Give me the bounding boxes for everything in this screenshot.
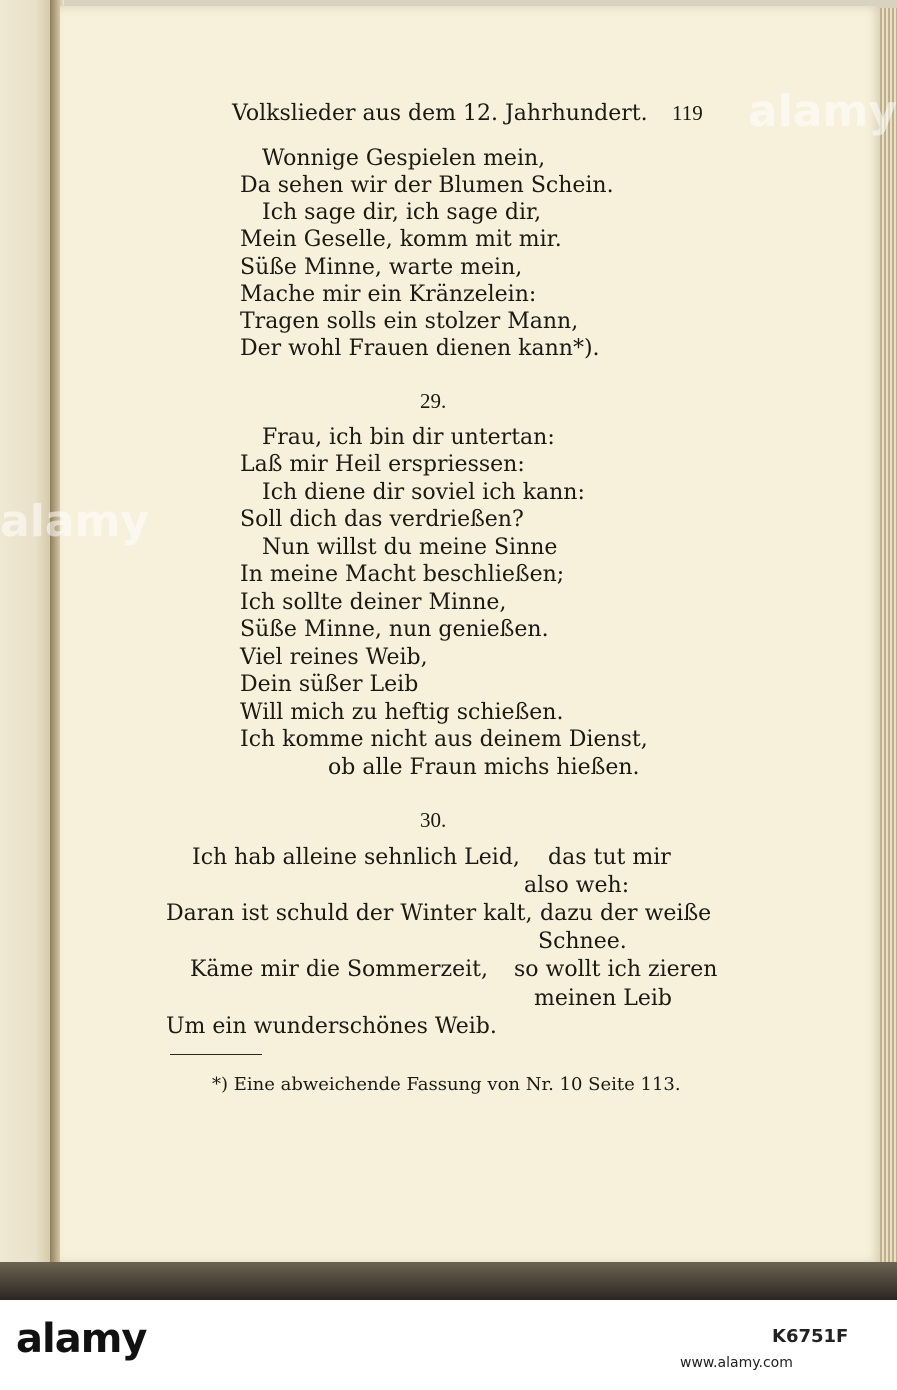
poem-line-continuation: meinen Leib — [534, 986, 673, 1011]
poem-line: Da sehen wir der Blumen Schein. — [240, 173, 614, 198]
poem-line: Tragen solls ein stolzer Mann, — [240, 309, 579, 334]
watermark-fragment-right: alamy — [748, 86, 897, 137]
page-number: 119 — [672, 101, 703, 125]
page-stack-edge — [880, 8, 897, 1270]
poem-line: Ich komme nicht aus deinem Dienst, — [240, 727, 648, 752]
poem-line: Mein Geselle, komm mit mir. — [240, 227, 562, 252]
poem-line-right: dazu der weiße — [540, 901, 712, 926]
poem-line: Ich diene dir soviel ich kann: — [262, 480, 585, 505]
bottom-shadow — [0, 1262, 897, 1300]
poem-line: ob alle Fraun michs hießen. — [328, 755, 640, 780]
poem-line: Ich sollte deiner Minne, — [240, 590, 507, 615]
poem-line: Dein süßer Leib — [240, 672, 419, 697]
alamy-logo: alamy — [16, 1316, 147, 1362]
image-id: K6751F — [772, 1326, 849, 1347]
poem-line: Wonnige Gespielen mein, — [262, 146, 546, 171]
poem-line: Süße Minne, warte mein, — [240, 255, 523, 280]
running-title: Volkslieder aus dem 12. Jahrhundert. — [232, 101, 648, 126]
poem-line-continuation: also weh: — [524, 873, 630, 898]
alamy-url: www.alamy.com — [680, 1355, 793, 1371]
footnote-rule — [170, 1054, 262, 1055]
footnote: *) Eine abweichende Fassung von Nr. 10 Seite 113. — [212, 1074, 681, 1095]
poem-line: Der wohl Frauen dienen kann*). — [240, 336, 600, 361]
poem-line: Nun willst du meine Sinne — [262, 535, 558, 560]
poem-number: 30. — [420, 808, 447, 832]
poem-line: In meine Macht beschließen; — [240, 562, 565, 587]
poem-line-continuation: Schnee. — [538, 929, 627, 954]
watermark-fragment-left: alamy — [0, 496, 149, 547]
poem-line: Um ein wunderschönes Weib. — [166, 1014, 497, 1039]
poem-line: Viel reines Weib, — [240, 645, 428, 670]
poem-line-right: so wollt ich zieren — [514, 957, 718, 982]
poem-line: Will mich zu heftig schießen. — [240, 700, 564, 725]
poem-line: Ich hab alleine sehnlich Leid, — [192, 845, 520, 870]
poem-line: Laß mir Heil erspriessen: — [240, 452, 525, 477]
poem-line: Frau, ich bin dir untertan: — [262, 425, 555, 450]
poem-line: Süße Minne, nun genießen. — [240, 617, 549, 642]
poem-line-right: das tut mir — [548, 845, 671, 870]
poem-line: Käme mir die Sommerzeit, — [190, 957, 489, 982]
poem-line: Daran ist schuld der Winter kalt, — [166, 901, 533, 926]
poem-line: Mache mir ein Kränzelein: — [240, 282, 537, 307]
poem-number: 29. — [420, 389, 447, 413]
poem-line: Ich sage dir, ich sage dir, — [262, 200, 542, 225]
poem-line: Soll dich das verdrießen? — [240, 507, 524, 532]
